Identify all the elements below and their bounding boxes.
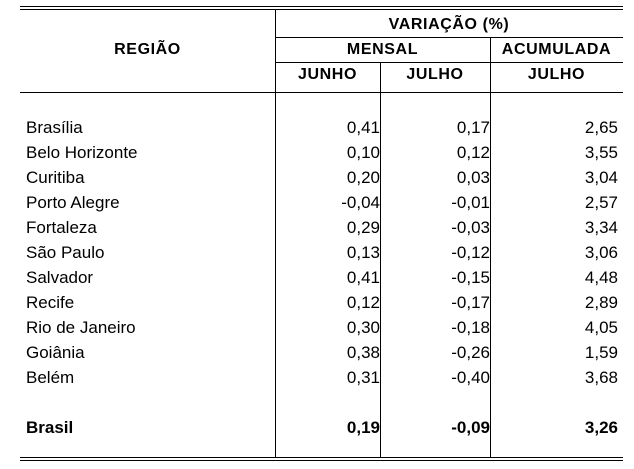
- bottom-rule-1: [20, 457, 623, 458]
- value-acumulada: 2,57: [584, 193, 618, 212]
- top-rule-2: [20, 9, 623, 10]
- table-row: [20, 290, 623, 315]
- value-junho: 0,12: [346, 293, 380, 312]
- region-name: Recife: [26, 293, 75, 312]
- value-acumulada: 4,48: [584, 268, 618, 287]
- table-row: [20, 115, 623, 140]
- value-julho: 0,03: [456, 168, 490, 187]
- value-julho: -0,26: [451, 343, 490, 362]
- table-row: [20, 340, 623, 365]
- value-junho: 0,10: [346, 143, 380, 162]
- header-regiao: REGIÃO: [114, 41, 181, 58]
- value-junho: 0,31: [346, 368, 380, 387]
- table-row: [20, 365, 623, 390]
- value-junho: 0,41: [346, 268, 380, 287]
- value-julho: -0,18: [451, 318, 490, 337]
- value-acumulada: 3,68: [584, 368, 618, 387]
- table-row: [20, 140, 623, 165]
- value-julho: -0,15: [451, 268, 490, 287]
- table-row: [20, 215, 623, 240]
- value-junho: 0,13: [346, 243, 380, 262]
- total-region-name: Brasil: [26, 418, 74, 437]
- value-acumulada: 1,59: [584, 343, 618, 362]
- region-name: Fortaleza: [26, 218, 97, 237]
- region-name: Goiânia: [26, 343, 85, 362]
- total-value-julho: -0,09: [451, 418, 490, 437]
- header-mensal: MENSAL: [346, 41, 419, 58]
- table-row: [20, 315, 623, 340]
- header-line-bottom: [20, 92, 623, 93]
- value-julho: -0,40: [451, 368, 490, 387]
- region-name: Salvador: [26, 268, 94, 287]
- total-value-junho: 0,19: [346, 418, 380, 437]
- value-junho: -0,04: [341, 193, 380, 212]
- table-row: [20, 190, 623, 215]
- value-junho: 0,41: [346, 118, 380, 137]
- value-acumulada: 3,06: [584, 243, 618, 262]
- value-julho: -0,17: [451, 293, 490, 312]
- value-julho: -0,01: [451, 193, 490, 212]
- table-row: [20, 240, 623, 265]
- bottom-rule-2: [20, 460, 623, 461]
- value-julho: -0,12: [451, 243, 490, 262]
- value-julho: -0,03: [451, 218, 490, 237]
- header-variacao: VARIAÇÃO (%): [388, 16, 510, 33]
- header-col-acum-julho: JULHO: [527, 66, 586, 83]
- header-line-mensal: [275, 62, 623, 63]
- value-julho: 0,12: [456, 143, 490, 162]
- value-acumulada: 4,05: [584, 318, 618, 337]
- value-junho: 0,30: [346, 318, 380, 337]
- value-acumulada: 3,34: [584, 218, 618, 237]
- header-col-junho: JUNHO: [297, 66, 357, 83]
- value-acumulada: 2,89: [584, 293, 618, 312]
- value-julho: 0,17: [456, 118, 490, 137]
- region-name: Belo Horizonte: [26, 143, 138, 162]
- region-name: Rio de Janeiro: [26, 318, 136, 337]
- region-name: Belém: [26, 368, 75, 387]
- region-name: Porto Alegre: [26, 193, 120, 212]
- value-junho: 0,38: [346, 343, 380, 362]
- total-row: [20, 415, 623, 440]
- value-acumulada: 3,55: [584, 143, 618, 162]
- value-acumulada: 2,65: [584, 118, 618, 137]
- table-row: [20, 265, 623, 290]
- value-junho: 0,29: [346, 218, 380, 237]
- table-row: [20, 165, 623, 190]
- region-name: São Paulo: [26, 243, 105, 262]
- header-acumulada: ACUMULADA: [501, 41, 612, 58]
- region-name: Brasília: [26, 118, 83, 137]
- region-name: Curitiba: [26, 168, 85, 187]
- header-line-variacao: [275, 37, 623, 38]
- top-rule-1: [20, 6, 623, 7]
- value-acumulada: 3,04: [584, 168, 618, 187]
- value-junho: 0,20: [346, 168, 380, 187]
- header-col-julho: JULHO: [406, 66, 464, 83]
- total-value-acumulada: 3,26: [584, 418, 618, 437]
